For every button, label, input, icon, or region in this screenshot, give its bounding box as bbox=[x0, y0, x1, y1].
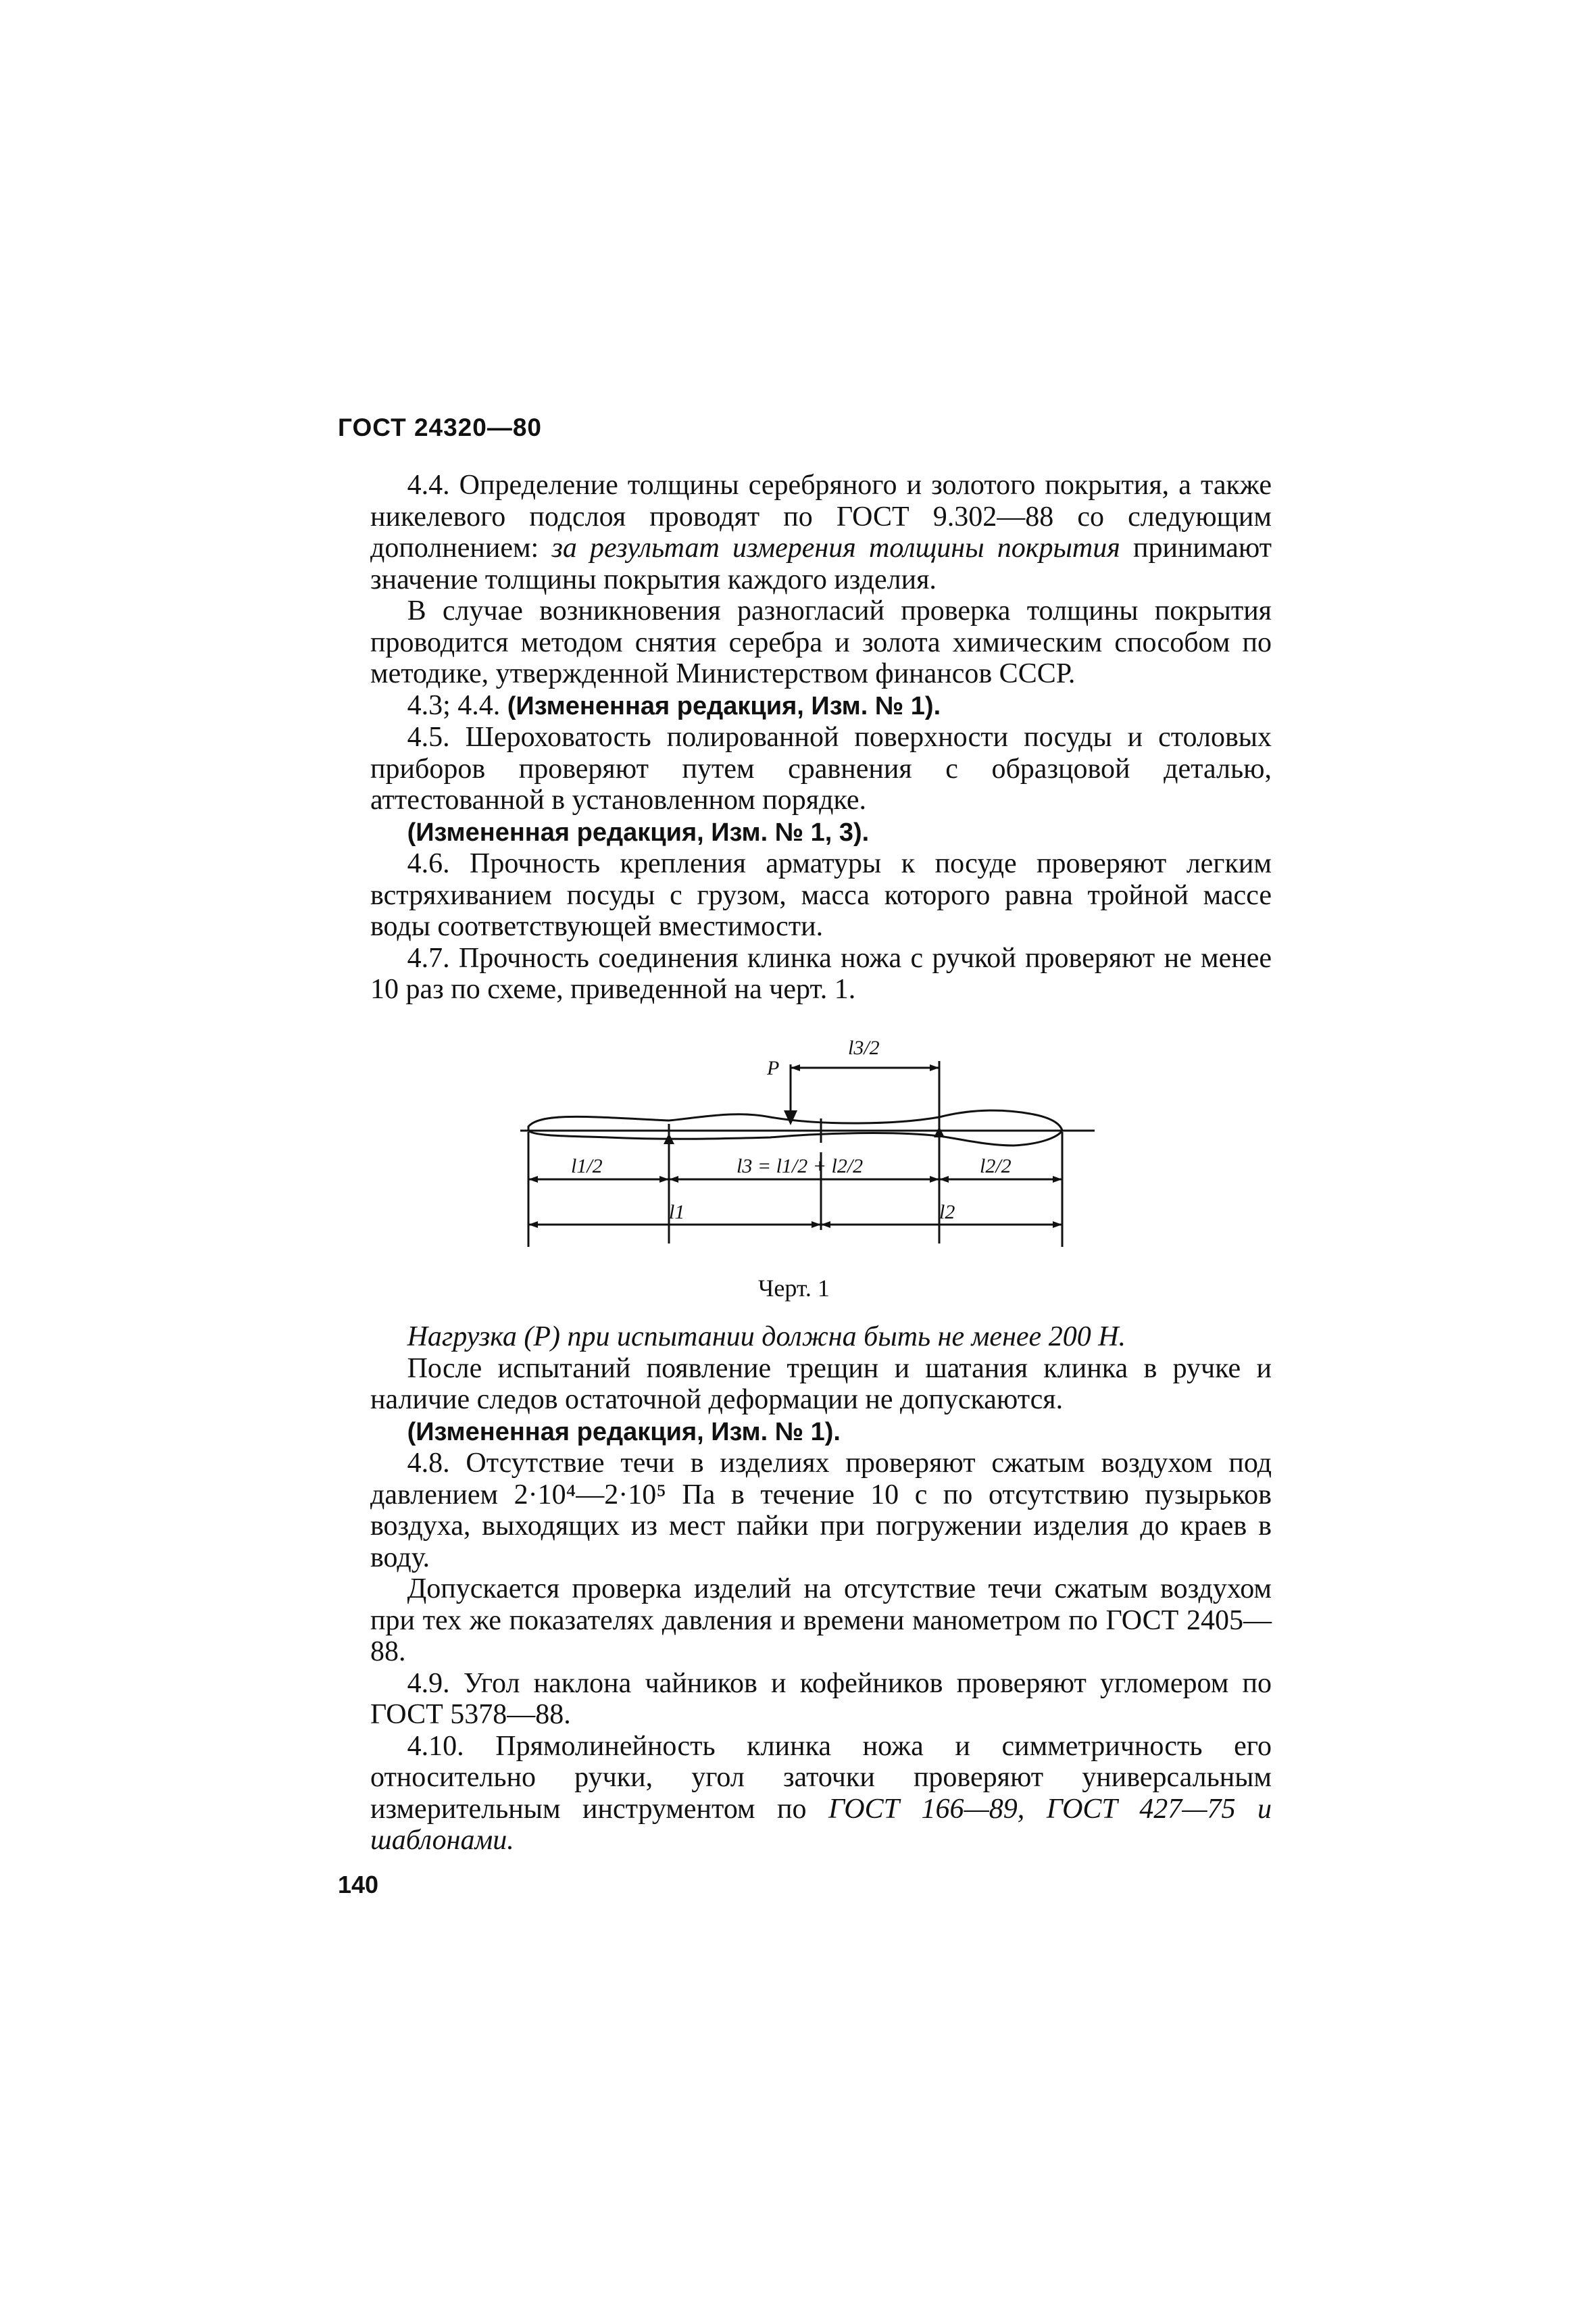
dim-arrow bbox=[669, 1176, 678, 1183]
label-l3-eq: l3 = l1/2 + l2/2 bbox=[737, 1155, 864, 1177]
dim-arrow bbox=[528, 1176, 538, 1183]
dim-arrow bbox=[528, 1221, 538, 1228]
paragraph-4-5-revision bbox=[370, 816, 1272, 849]
paragraph-4-10 bbox=[370, 1731, 1272, 1856]
label-l1: l1 bbox=[669, 1201, 685, 1223]
label-l2-2: l2/2 bbox=[980, 1155, 1012, 1177]
body-text-top bbox=[370, 470, 1272, 1006]
paragraph-4-10-text: 4.10. Прямолинейность клинка ножа и симметричность его относительно ручки, угол заточки проверяют универсальным измерительным инструментом по bbox=[370, 1730, 1272, 1825]
right-support-triangle bbox=[934, 1127, 945, 1137]
figure-caption: Черт. 1 bbox=[758, 1275, 830, 1302]
dim-arrow bbox=[930, 1064, 939, 1071]
revision-note: (Измененная редакция, Изм. № 1). bbox=[407, 1417, 841, 1446]
dim-arrow bbox=[659, 1176, 669, 1183]
revision-note: (Измененная редакция, Изм. № 1). bbox=[507, 691, 941, 720]
paragraph-4-10-italic: ГОСТ 166—89, ГОСТ 427—75 и шаблонами. bbox=[370, 1793, 1272, 1856]
label-l3-2: l3/2 bbox=[848, 1037, 880, 1059]
knife-outline bbox=[528, 1110, 1062, 1146]
label-p: P bbox=[767, 1057, 780, 1079]
paragraph-4-4-disputes: В случае возникновения разногласий проверка толщины покрытия проводится методом снятия серебра и золота химическим способом по методике, утвержденной Министерством финансов СССР. bbox=[370, 595, 1272, 689]
label-l1-2: l1/2 bbox=[571, 1155, 603, 1177]
paragraph-4-3-4-4-revision bbox=[370, 690, 1272, 722]
paragraph-4-4 bbox=[370, 470, 1272, 595]
paragraph-4-7-after-test: После испытаний появление трещин и шатания клинка в ручке и наличие следов остаточной деформации не допускаются. bbox=[370, 1352, 1272, 1415]
paragraph-4-5: 4.5. Шероховатость полированной поверхности посуды и столовых приборов проверяют путем сравнения с образцовой деталью, аттестованной в установленном порядке. bbox=[370, 722, 1272, 816]
paragraph-4-4-italic: за результат измерения толщины покрытия bbox=[551, 533, 1120, 564]
dim-arrow bbox=[812, 1221, 821, 1228]
paragraph-4-8-alt: Допускается проверка изделий на отсутствие течи сжатым воздухом при тех же показателях давления и времени манометром по ГОСТ 2405—88. bbox=[370, 1573, 1272, 1667]
revision-ref: 4.3; 4.4. bbox=[407, 689, 507, 721]
paragraph-4-4-text: 4.4. Определение толщины серебряного и золотого покрытия, а также никелевого подслоя проводят по ГОСТ 9.302—88 со следующим дополнением: bbox=[370, 470, 1272, 564]
dim-arrow bbox=[791, 1064, 800, 1071]
load-arrow-head bbox=[784, 1110, 797, 1125]
page-number: 140 bbox=[338, 1871, 379, 1898]
dim-arrow bbox=[1053, 1176, 1062, 1183]
document-header: ГОСТ 24320—80 bbox=[338, 414, 542, 441]
label-l2: l2 bbox=[939, 1201, 955, 1223]
knife-test-diagram bbox=[514, 1024, 1108, 1260]
dim-arrow bbox=[1053, 1221, 1062, 1228]
load-requirement-text: Нагрузка (P) при испытании должна быть не менее 200 Н. bbox=[407, 1321, 1126, 1352]
load-requirement bbox=[370, 1321, 1272, 1353]
paragraph-4-7: 4.7. Прочность соединения клинка ножа с ручкой проверяют не менее 10 раз по схеме, приведенной на черт. 1. bbox=[370, 942, 1272, 1005]
paragraph-4-4-text-end: принимают значение толщины покрытия каждого изделия. bbox=[370, 533, 1272, 595]
dim-arrow bbox=[939, 1176, 949, 1183]
paragraph-4-8: 4.8. Отсутствие течи в изделиях проверяют сжатым воздухом под давлением 2·10⁴—2·10⁵ Па в течение 10 с по отсутствию пузырьков воздуха, выходящих из мест пайки при погружении изделия до краев в воду. bbox=[370, 1448, 1272, 1573]
paragraph-4-9: 4.9. Угол наклона чайников и кофейников проверяют угломером по ГОСТ 5378—88. bbox=[370, 1667, 1272, 1730]
paragraph-4-6: 4.6. Прочность крепления арматуры к посуде проверяют легким встряхиванием посуды с грузом, масса которого равна тройной массе воды соответствующей вместимости. bbox=[370, 848, 1272, 942]
dim-arrow bbox=[821, 1221, 830, 1228]
paragraph-4-7-revision bbox=[370, 1416, 1272, 1448]
dim-arrow bbox=[930, 1176, 939, 1183]
revision-note: (Измененная редакция, Изм. № 1, 3). bbox=[407, 818, 870, 847]
body-text-bottom bbox=[370, 1321, 1272, 1856]
